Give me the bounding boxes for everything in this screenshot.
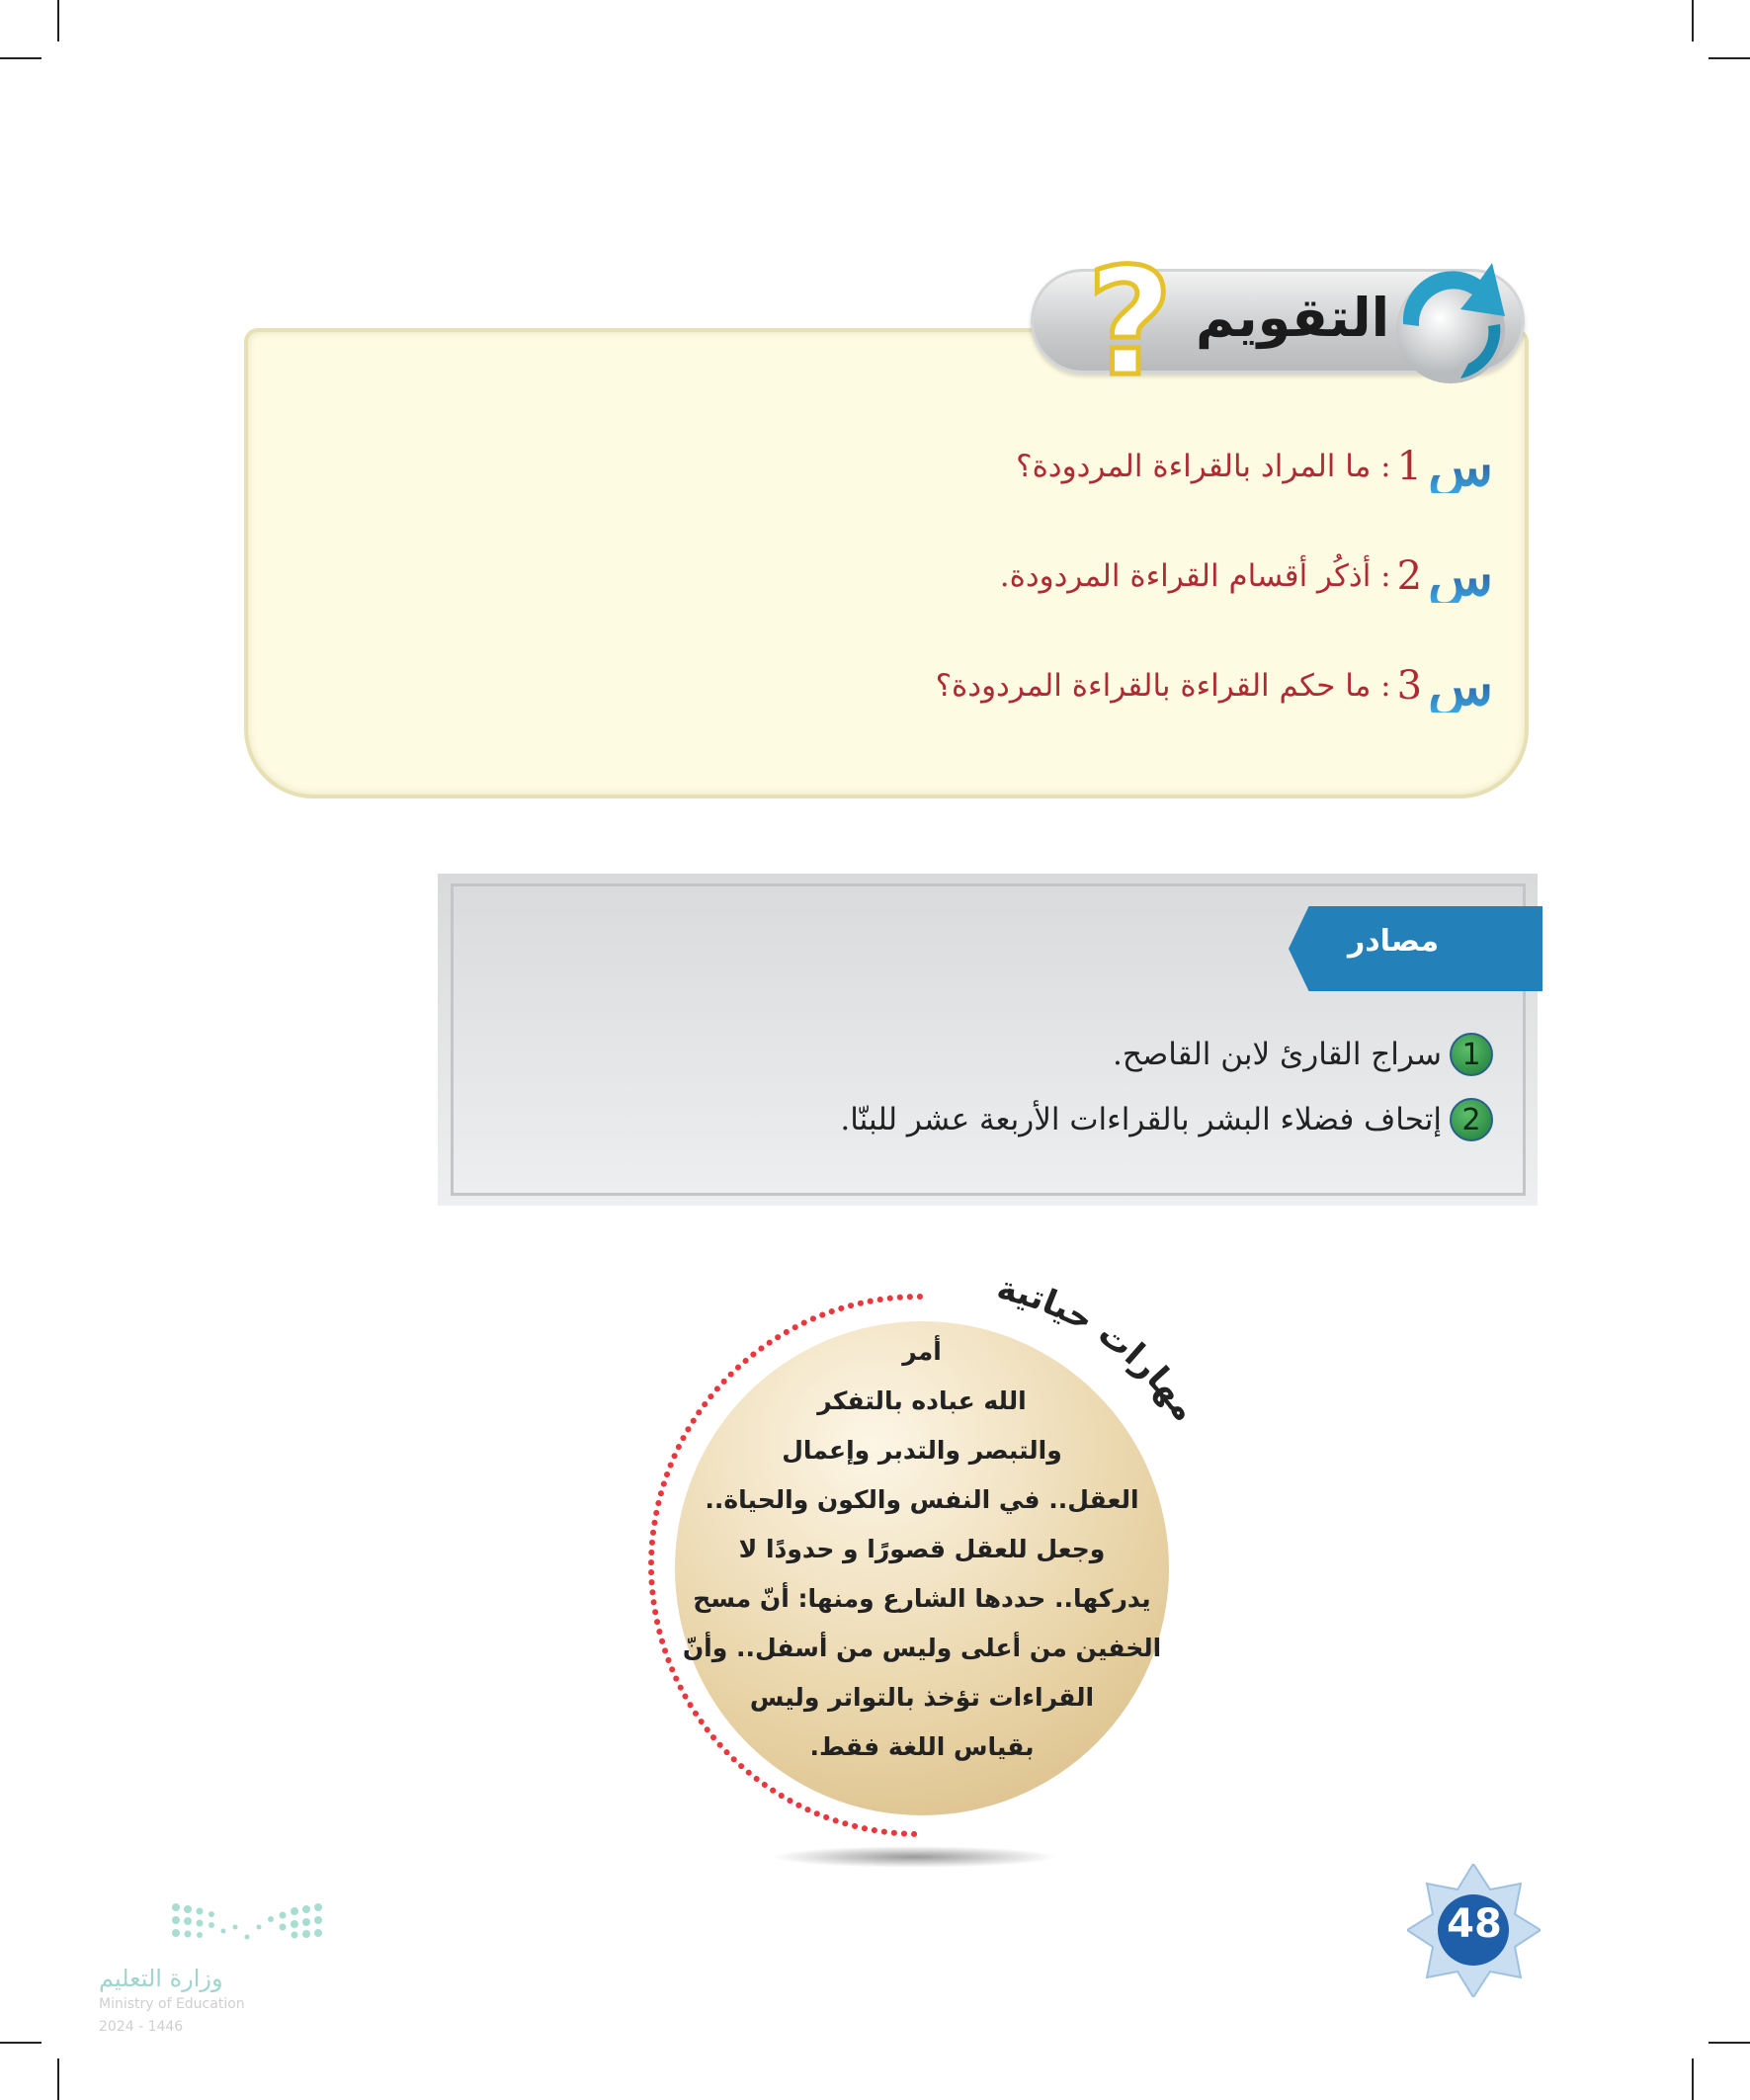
question-mark-icon: ?	[1087, 237, 1174, 409]
question-1	[1016, 435, 1493, 498]
circle-shadow	[771, 1846, 1057, 1868]
page-number: 48	[1447, 1901, 1502, 1947]
question-letter-icon: س	[1428, 654, 1493, 717]
refresh-arrow-icon	[1381, 255, 1520, 393]
life-skills-title: مهارات حياتية	[993, 1268, 1206, 1429]
number-badge: 2	[1450, 1098, 1493, 1141]
crop-mark	[1708, 57, 1750, 59]
evaluation-title: التقويم	[1196, 287, 1390, 349]
ministry-name-english: Ministry of Education	[99, 1996, 245, 2012]
question-text: : أذكُر أقسام القراءة المردودة.	[999, 558, 1391, 594]
crop-mark	[0, 2042, 42, 2044]
skill-line: أمر	[902, 1337, 942, 1366]
crop-mark	[1692, 0, 1694, 42]
source-item	[840, 1098, 1493, 1141]
question-number: 3	[1396, 663, 1423, 709]
question-number: 1	[1396, 444, 1423, 489]
question-letter-icon: س	[1428, 435, 1493, 498]
source-item	[1113, 1033, 1493, 1076]
crop-mark	[57, 0, 59, 42]
question-text: : ما حكم القراءة بالقراءة المردودة؟	[935, 668, 1391, 704]
skill-line: القراءات تؤخذ بالتواتر وليس	[749, 1683, 1095, 1712]
source-text: سراج القارئ لابن القاصح.	[1113, 1037, 1442, 1072]
skill-line: والتبصر والتدبر وإعمال	[782, 1436, 1062, 1465]
ministry-name-arabic: وزارة التعليم	[99, 1965, 223, 1992]
crop-mark	[57, 2058, 59, 2100]
number-badge: 1	[1450, 1033, 1493, 1076]
skill-line: بقياس اللغة فقط.	[809, 1732, 1035, 1761]
ministry-logo-dots	[97, 1897, 334, 1957]
crop-mark	[1708, 2042, 1750, 2044]
skill-line: وجعل للعقل قصورًا و حدودًا لا	[738, 1535, 1106, 1563]
skill-line: الله عباده بالتفكر	[817, 1386, 1027, 1415]
source-text: إتحاف فضلاء البشر بالقراءات الأربعة عشر للبنّا.	[840, 1102, 1442, 1137]
skill-line: يدركها.. حددها الشارع ومنها: أنّ مسح	[693, 1584, 1151, 1613]
question-2	[999, 545, 1493, 608]
question-letter-icon: س	[1428, 545, 1493, 608]
crop-mark	[1692, 2058, 1694, 2100]
skill-line: الخفين من أعلى وليس من أسفل.. وأنّ	[682, 1634, 1162, 1662]
sources-title: مصادر	[1347, 924, 1440, 959]
question-number: 2	[1396, 553, 1423, 599]
ministry-year: 2024 - 1446	[99, 2019, 184, 2035]
crop-mark	[0, 57, 42, 59]
question-text: : ما المراد بالقراءة المردودة؟	[1016, 449, 1391, 484]
question-3	[935, 654, 1493, 717]
life-skills-text	[675, 1321, 1169, 1772]
skill-line: العقل.. في النفس والكون والحياة..	[705, 1485, 1139, 1514]
